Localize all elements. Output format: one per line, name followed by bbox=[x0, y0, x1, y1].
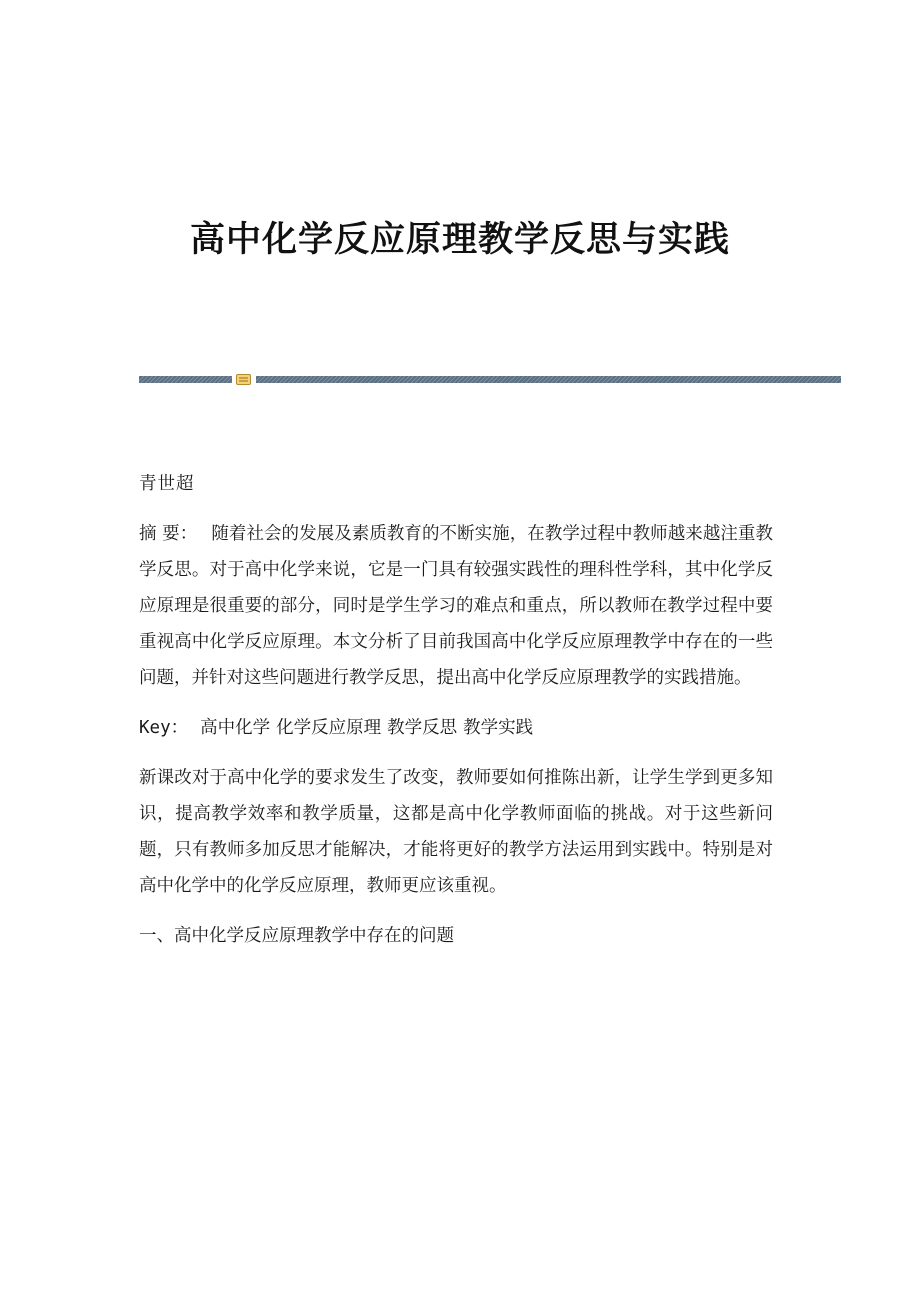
keyword-item: 高中化学 bbox=[200, 718, 271, 738]
title-divider bbox=[139, 374, 841, 385]
keyword-item: 化学反应原理 bbox=[276, 718, 382, 738]
divider-bar-left bbox=[139, 376, 232, 383]
document-body bbox=[139, 466, 773, 968]
keyword-item: 教学反思 bbox=[387, 718, 458, 738]
abstract-paragraph bbox=[139, 516, 773, 696]
divider-ornament-icon bbox=[236, 374, 251, 385]
document-title: 高中化学反应原理教学反思与实践 bbox=[189, 219, 730, 260]
intro-paragraph: 新课改对于高中化学的要求发生了改变，教师要如何推陈出新，让学生学到更多知识，提高教学效率和教学质量，这都是高中化学教师面临的挑战。对于这些新问题，只有教师多加反思才能解决，才能将更好的教学方法运用到实践中。特别是对高中化学中的化学反应原理，教师更应该重视。 bbox=[139, 768, 773, 896]
abstract-label: 摘 要： bbox=[139, 524, 198, 544]
keywords-label: Key： bbox=[139, 718, 189, 738]
keyword-item: 教学实践 bbox=[463, 718, 534, 738]
divider-bar-right bbox=[256, 376, 841, 383]
section-heading: 一、高中化学反应原理教学中存在的问题 bbox=[139, 926, 454, 946]
author-name: 青世超 bbox=[139, 474, 195, 494]
keywords-line bbox=[139, 710, 773, 746]
abstract-text: 随着社会的发展及素质教育的不断实施，在教学过程中教师越来越注重教学反思。对于高中化学来说，它是一门具有较强实践性的理科性学科，其中化学反应原理是很重要的部分，同时是学生学习的难点和重点，所以教师在教学过程中要重视高中化学反应原理。本文分析了目前我国高中化学反应原理教学中存在的一些问题，并针对这些问题进行教学反思，提出高中化学反应原理教学的实践措施。 bbox=[139, 524, 773, 688]
